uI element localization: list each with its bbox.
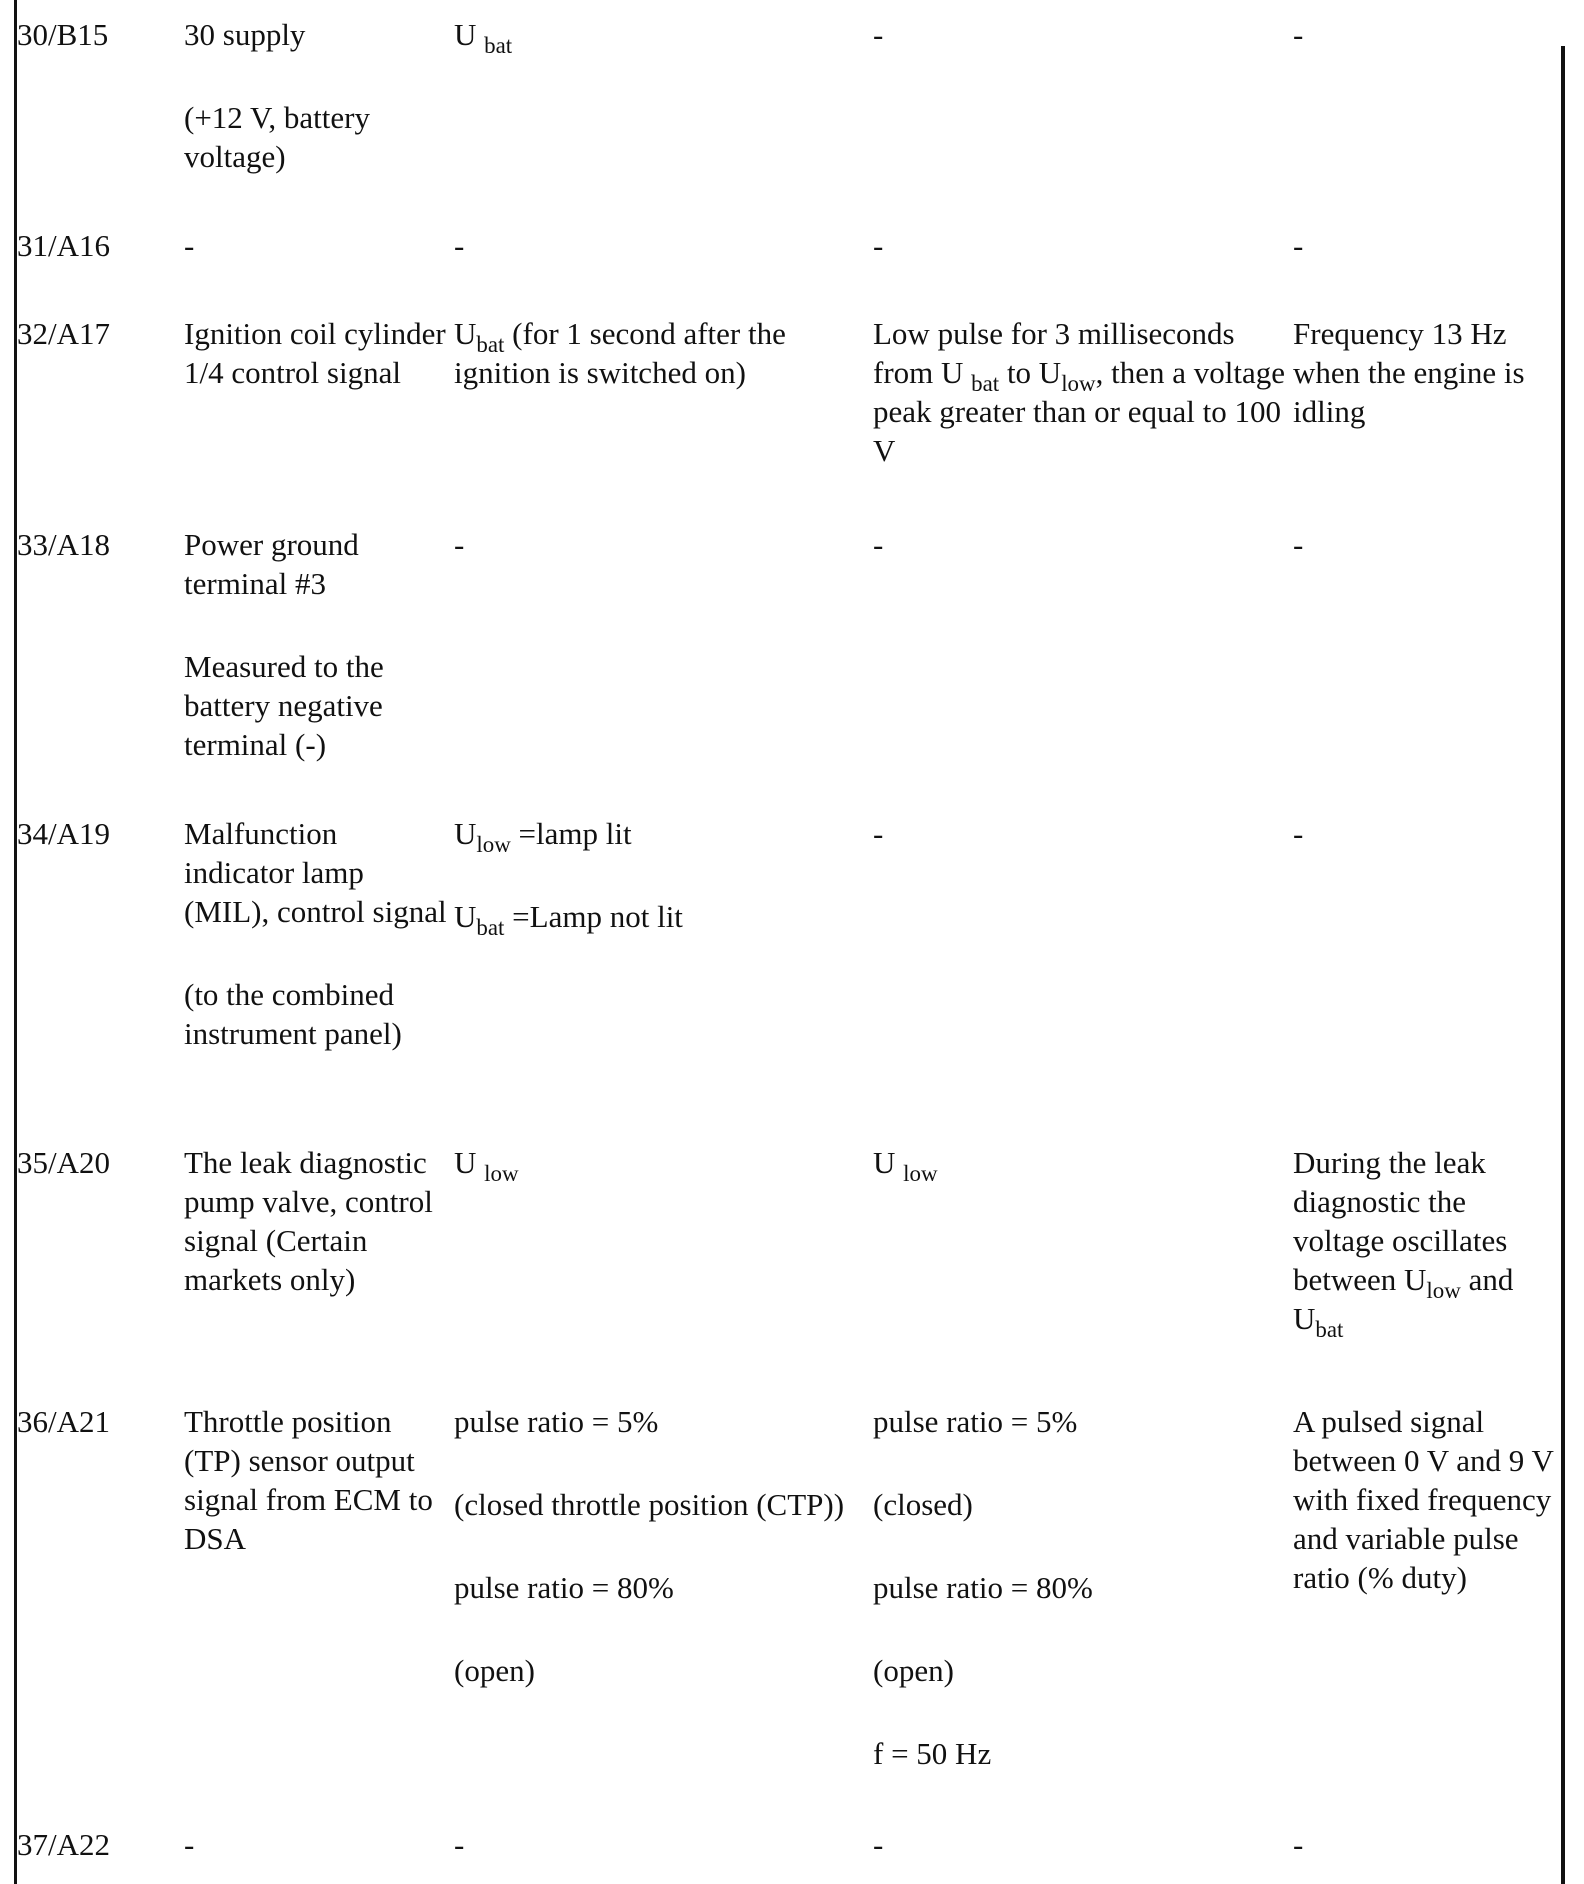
description-line: Power ground terminal #3 <box>184 527 359 601</box>
value-subscript: bat <box>476 332 505 358</box>
value-cell <box>873 1402 1291 1773</box>
value-cell: - <box>873 228 884 263</box>
value-subscript: low <box>1061 371 1096 397</box>
value-text: Low pulse for 3 milliseconds from U <box>873 316 1235 390</box>
value-line: f = 50 Hz <box>873 1736 992 1771</box>
value-cell <box>873 1143 1291 1187</box>
description-cell: - <box>184 1827 195 1862</box>
value-line <box>454 897 872 941</box>
pin-cell: 33/A18 <box>17 527 110 562</box>
pin-cell: 36/A21 <box>17 1404 110 1439</box>
value-text: U <box>454 899 477 934</box>
value-line: pulse ratio = 80% <box>873 1570 1093 1605</box>
value-cell: - <box>1293 816 1304 851</box>
value-cell: - <box>454 527 465 562</box>
value-line: (open) <box>873 1653 954 1688</box>
description-cell: - <box>184 228 195 263</box>
pin-cell: 34/A19 <box>17 816 110 851</box>
value-text: to U <box>999 355 1062 390</box>
value-cell <box>454 1143 872 1187</box>
value-cell <box>1293 1143 1555 1343</box>
value-text: U <box>454 316 477 351</box>
description-cell <box>184 15 452 176</box>
value-cell: - <box>1293 17 1304 52</box>
description-cell <box>184 525 452 764</box>
description-line: (to the combined instrument panel) <box>184 977 402 1051</box>
value-line: pulse ratio = 80% <box>454 1570 674 1605</box>
value-text: U <box>454 816 477 851</box>
value-text: =lamp lit <box>510 816 632 851</box>
description-line: Malfunction indicator lamp (MIL), control signal <box>184 816 447 929</box>
value-cell <box>873 314 1291 470</box>
value-cell: Frequency 13 Hz when the engine is idling <box>1293 316 1525 429</box>
value-subscript: bat <box>484 33 513 59</box>
value-text: U <box>454 17 477 52</box>
description-cell: Ignition coil cylinder 1/4 control signal <box>184 316 446 390</box>
pin-cell: 31/A16 <box>17 228 110 263</box>
value-cell: - <box>1293 1827 1304 1862</box>
pin-cell: 37/A22 <box>17 1827 110 1862</box>
value-cell: - <box>1293 527 1304 562</box>
value-cell: A pulsed signal between 0 V and 9 V with fixed frequency and variable pulse ratio (% duty) <box>1293 1404 1554 1595</box>
value-line: (closed) <box>873 1487 973 1522</box>
pin-cell: 30/B15 <box>17 17 109 52</box>
value-line <box>454 814 872 858</box>
value-subscript: low <box>903 1161 938 1187</box>
value-cell: - <box>873 527 884 562</box>
description-line: (+12 V, battery voltage) <box>184 100 370 174</box>
value-cell: - <box>873 816 884 851</box>
description-cell: The leak diagnostic pump valve, control signal (Certain markets only) <box>184 1145 433 1297</box>
value-line: pulse ratio = 5% <box>454 1404 659 1439</box>
value-subscript: low <box>476 832 511 858</box>
value-text: During the leak diagnostic the voltage oscillates between U <box>1293 1145 1508 1297</box>
value-cell: - <box>873 17 884 52</box>
pin-cell: 32/A17 <box>17 316 110 351</box>
value-cell: - <box>454 1827 465 1862</box>
value-line: pulse ratio = 5% <box>873 1404 1078 1439</box>
value-cell <box>454 814 872 941</box>
value-subscript: low <box>1426 1278 1461 1304</box>
value-text: (for 1 second after the ignition is switched on) <box>454 316 786 390</box>
value-subscript: bat <box>476 915 505 941</box>
pin-cell: 35/A20 <box>17 1145 110 1180</box>
value-subscript: bat <box>1315 1317 1344 1343</box>
value-subscript: bat <box>971 371 1000 397</box>
value-text: =Lamp not lit <box>504 899 683 934</box>
value-text: and U <box>1293 1262 1514 1336</box>
value-cell: - <box>1293 228 1304 263</box>
value-line: (open) <box>454 1653 535 1688</box>
value-text: , then a voltage peak greater than or equal to 100 V <box>873 355 1285 468</box>
value-cell: - <box>454 228 465 263</box>
value-line: (closed throttle position (CTP)) <box>454 1487 845 1522</box>
description-line: 30 supply <box>184 17 306 52</box>
value-cell <box>454 1402 872 1690</box>
value-text: U <box>454 1145 485 1180</box>
value-subscript: low <box>484 1161 519 1187</box>
description-line: Measured to the battery negative terminal (-) <box>184 649 384 762</box>
value-text: U <box>873 1145 904 1180</box>
value-cell <box>454 15 872 59</box>
value-cell <box>454 314 872 392</box>
description-cell: Throttle position (TP) sensor output signal from ECM to DSA <box>184 1404 433 1556</box>
value-cell: - <box>873 1827 884 1862</box>
description-cell <box>184 814 452 1053</box>
